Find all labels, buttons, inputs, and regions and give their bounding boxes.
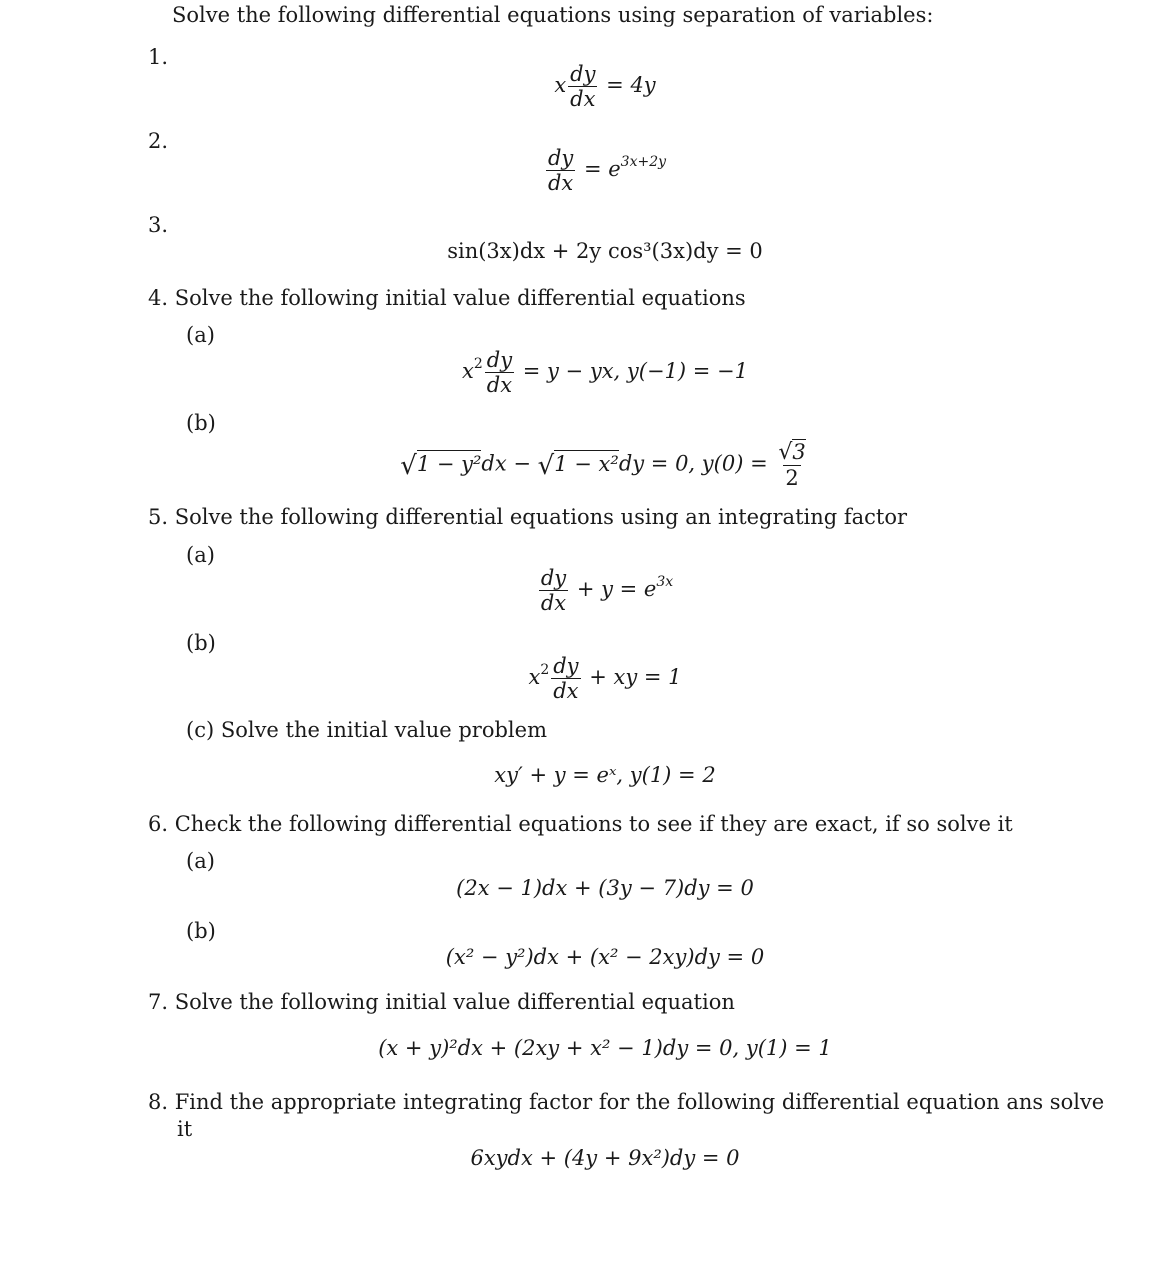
equation-4b: √1 − y²dx − √1 − x²dy = 0, y(0) = $\frac{√3}{2}$ (400, 440, 806, 490)
subproblem-5c-heading: (c) Solve the initial value problem (186, 718, 547, 742)
problem-number-3: 3. (148, 213, 169, 237)
equation-6b: (x² − y²)dx + (x² − 2xy)dy = 0 (445, 945, 765, 969)
problem-4-heading: 4. Solve the following initial value differential equations (148, 286, 746, 310)
equation-3: sin(3x)dx + 2y cos³(3x)dy = 0 (447, 239, 763, 263)
equation-5a: $\frac{dy}{dx}$ + $y = e^{3x}$ (540, 566, 674, 615)
subproblem-4b-label: (b) (186, 411, 216, 435)
problem-number-2: 2. (148, 129, 169, 153)
fraction-dy-dx: $\frac{dy}{dx}$ (547, 146, 574, 195)
equation-5b: $x^2$ $\frac{dy}{dx}$ + xy = 1 (528, 654, 682, 703)
fraction-dy-dx: $\frac{dy}{dx}$ (570, 62, 596, 111)
equation-8: 6xydx + (4y + 9x²)dy = 0 (470, 1146, 740, 1170)
problem-number-1: 1. (148, 45, 169, 69)
sqrt-1-minus-y2: √1 − y² (400, 450, 482, 481)
equation-6a: (2x − 1)dx + (3y − 7)dy = 0 (456, 876, 754, 900)
equation-1: x $\frac{dy}{dx}$ = 4y (554, 62, 656, 111)
problem-6-heading: 6. Check the following differential equations to see if they are exact, if so solve it (148, 812, 1013, 836)
sqrt-1-minus-x2: √1 − x² (537, 450, 619, 481)
fraction-sqrt3-over-2: $\frac{√3}{2}$ (778, 440, 806, 490)
subproblem-6b-label: (b) (186, 919, 216, 943)
equation-5c: xy′ + y = eˣ, y(1) = 2 (494, 763, 716, 787)
problem-5-heading: 5. Solve the following differential equations using an integrating factor (148, 505, 908, 529)
equation-7: (x + y)²dx + (2xy + x² − 1)dy = 0, y(1) = 1 (378, 1036, 832, 1060)
equation-2: $\frac{dy}{dx}$ = $e^{3x+2y}$ (547, 146, 667, 195)
problem-8-heading-continued: it (177, 1117, 193, 1141)
subproblem-5a-label: (a) (186, 543, 215, 567)
subproblem-6a-label: (a) (186, 849, 215, 873)
subproblem-5b-label: (b) (186, 631, 216, 655)
instructions-heading: Solve the following differential equations using separation of variables: (172, 3, 934, 27)
problem-7-heading: 7. Solve the following initial value differential equation (148, 990, 735, 1014)
fraction-dy-dx: $\frac{dy}{dx}$ (553, 654, 579, 703)
subproblem-4a-label: (a) (186, 323, 215, 347)
fraction-dy-dx: $\frac{dy}{dx}$ (486, 348, 513, 397)
equation-4a: $x^2$ $\frac{dy}{dx}$ = y − yx, y(−1) = −1 (461, 348, 748, 397)
fraction-dy-dx: $\frac{dy}{dx}$ (540, 566, 567, 615)
problem-8-heading: 8. Find the appropriate integrating factor for the following differential equation ans solve (148, 1090, 1105, 1114)
